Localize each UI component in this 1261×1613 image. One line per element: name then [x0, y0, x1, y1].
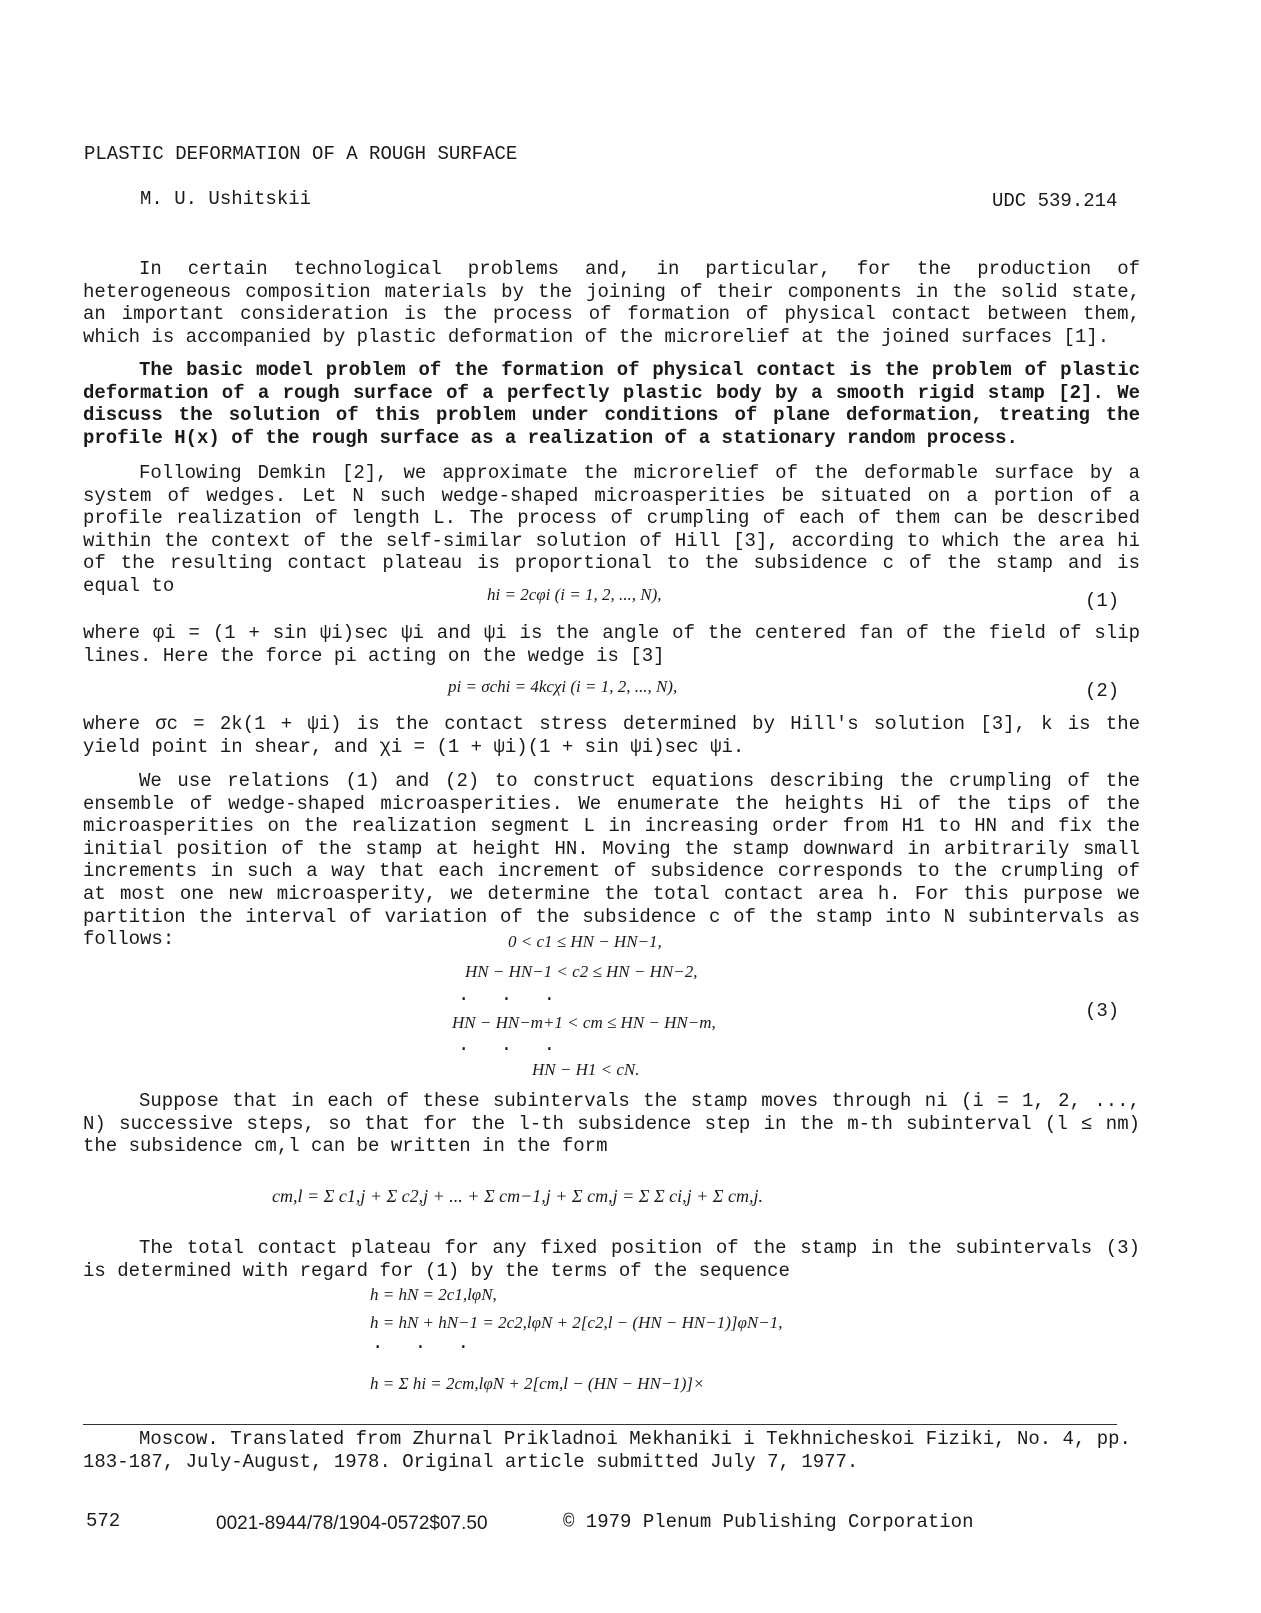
equation-2: pi = σchi = 4kcχi (i = 1, 2, ..., N), [448, 677, 678, 696]
paragraph-relations: We use relations (1) and (2) to construct equations describing the crumpling of the ensemble of wedge-shaped microasperities. We enumerate the heights Hi of the tips of the microasperities on the realization segment L in increasing order from H1 to HN and fix the initial position of the stamp at height HN. Moving the stamp downward in arbitrarily small increments in such a way that each increment of subsidence corresponds to the crumpling of at most one new microasperity, we determine the total contact area h. For this purpose we partition the interval of variation of the subsidence c of the stamp into N subintervals as follows: [83, 770, 1140, 951]
author-name: M. U. Ushitskii [140, 188, 312, 210]
sequence-line-2: h = hN + hN−1 = 2c2,lφN + 2[c2,l − (HN − HN−1)]φN−1, [370, 1313, 783, 1332]
sequence-line-1: h = hN = 2c1,lφN, [370, 1285, 497, 1304]
copyright: © 1979 Plenum Publishing Corporation [563, 1511, 974, 1533]
sequence-dots: · · · [372, 1336, 480, 1358]
equation-3-line-2: HN − HN−1 < c2 ≤ HN − HN−2, [465, 962, 698, 981]
equation-1-number: (1) [1085, 590, 1120, 612]
article-title: PLASTIC DEFORMATION OF A ROUGH SURFACE [84, 143, 518, 165]
udc-code: UDC 539.214 [992, 190, 1118, 212]
paragraph-model-problem: The basic model problem of the formation of physical contact is the problem of plastic deformation of a rough surface of a perfectly plastic body by a smooth rigid stamp [2]. We discuss the solution of this problem under conditions of plane deformation, treating the profile H(x) of the rough surface as a realization of a stationary random process. [83, 359, 1140, 449]
sequence-line-3: h = Σ hi = 2cm,lφN + 2[cm,l − (HN − HN−1)]× [370, 1374, 705, 1393]
equation-2-number: (2) [1085, 680, 1120, 702]
paragraph-phi-definition: where φi = (1 + sin ψi)sec ψi and ψi is the angle of the centered fan of the field of slip lines. Here the force pi acting on the wedge is [3] [83, 622, 1140, 667]
equation-3-number: (3) [1085, 1000, 1120, 1022]
paragraph-sigma-definition: where σc = 2k(1 + ψi) is the contact stress determined by Hill's solution [3], k is the yield point in shear, and χi = (1 + ψi)(1 + sin ψi)sec ψi. [83, 713, 1140, 758]
paragraph-intro: In certain technological problems and, in particular, for the production of heterogeneous composition materials by the joining of their components in the solid state, an important consideration is the process of formation of physical contact between them, which is accompanied by plastic deformation of the microrelief at the joined surfaces [1]. [83, 258, 1140, 348]
page-number: 572 [86, 1510, 121, 1532]
footnote: Moscow. Translated from Zhurnal Prikladnoi Mekhaniki i Tekhnicheskoi Fiziki, No. 4, pp. 183-187, July-August, 1978. Original article submitted July 7, 1977. [83, 1428, 1131, 1473]
equation-3-dots-2: · · · [458, 1038, 566, 1060]
article-code: 0021-8944/78/1904-0572$07.50 [216, 1513, 488, 1534]
equation-3-line-1: 0 < c1 ≤ HN − HN−1, [508, 932, 662, 951]
equation-1: hi = 2cφi (i = 1, 2, ..., N), [487, 585, 662, 604]
equation-3-dots-1: · · · [458, 988, 566, 1010]
paragraph-total-contact: The total contact plateau for any fixed position of the stamp in the subintervals (3) is determined with regard for (1) by the terms of the sequence [83, 1237, 1140, 1282]
equation-sum-cml: cm,l = Σ c1,j + Σ c2,j + ... + Σ cm−1,j + Σ cm,j = Σ Σ ci,j + Σ cm,j. [272, 1186, 763, 1206]
equation-3-line-4: HN − H1 < cN. [532, 1060, 640, 1079]
paragraph-subintervals: Suppose that in each of these subintervals the stamp moves through ni (i = 1, 2, ..., N) successive steps, so that for the l-th subsidence step in the m-th subinterval (l ≤ nm) the subsidence cm,l can be written in the form [83, 1090, 1140, 1158]
footnote-divider [83, 1424, 1117, 1425]
equation-3-line-3: HN − HN−m+1 < cm ≤ HN − HN−m, [452, 1013, 716, 1032]
paragraph-demkin: Following Demkin [2], we approximate the microrelief of the deformable surface by a system of wedges. Let N such wedge-shaped microasperities be situated on a portion of a profile realization of length L. The process of crumpling of each of them can be described within the context of the self-similar solution of Hill [3], according to which the area hi of the resulting contact plateau is proportional to the subsidence c of the stamp and is equal to [83, 462, 1140, 597]
